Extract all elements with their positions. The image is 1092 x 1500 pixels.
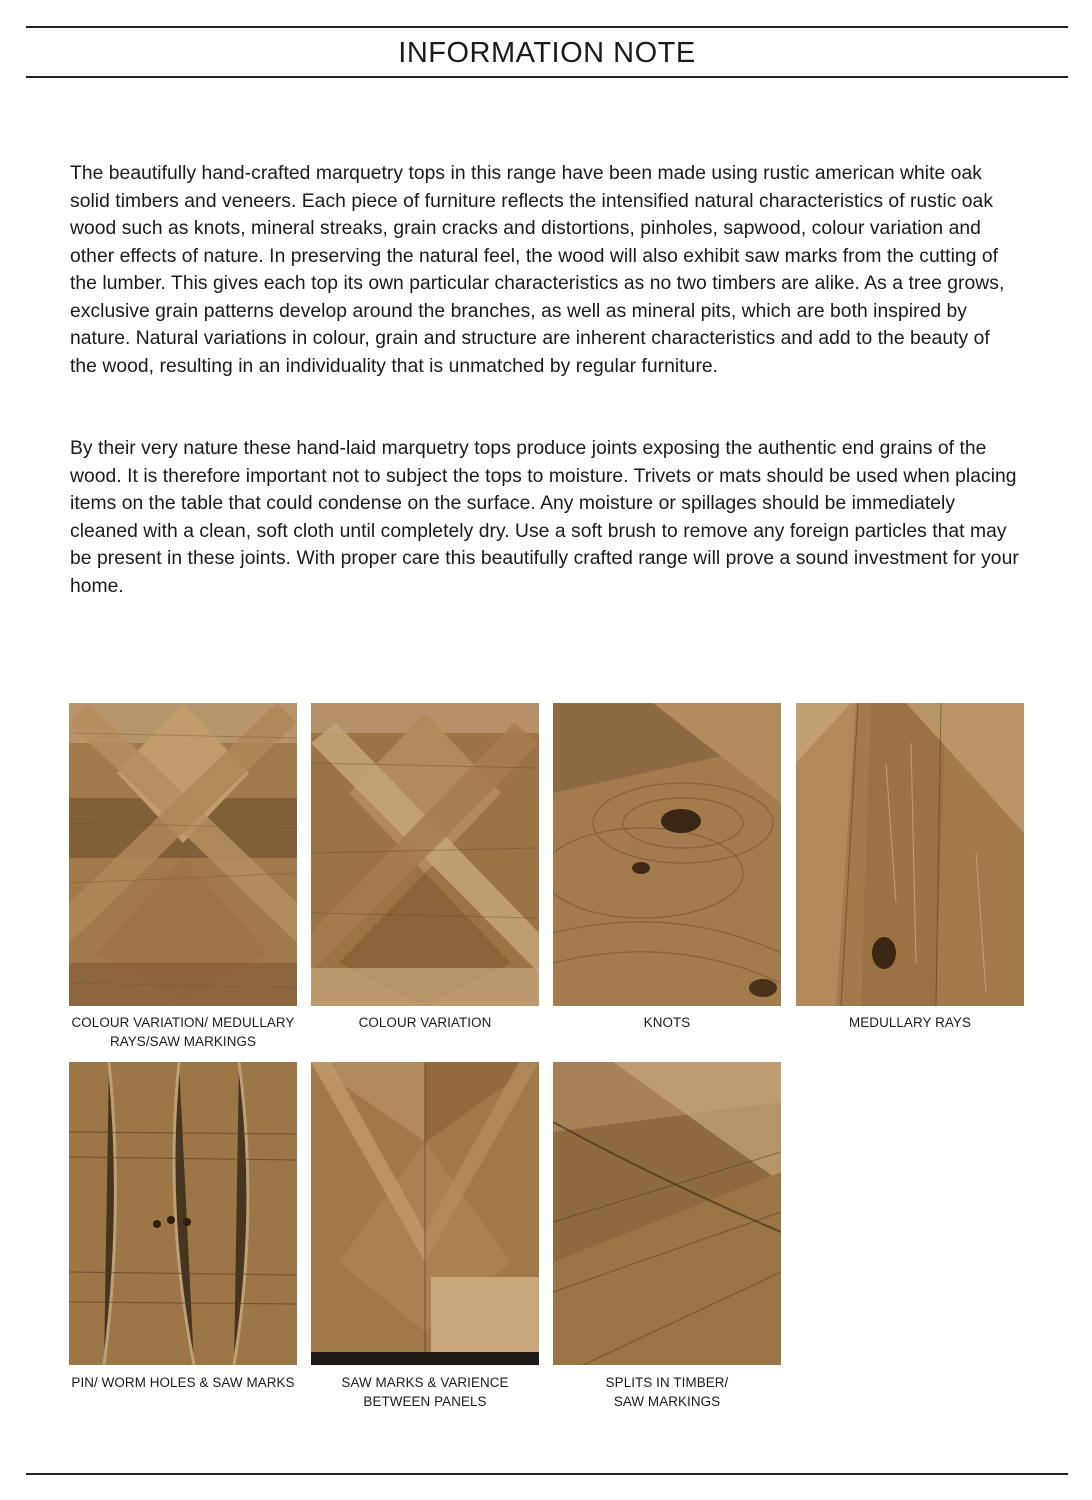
- wood-photo-splits-in-timber: [553, 1062, 781, 1365]
- wood-photo-saw-marks-variance: [311, 1062, 539, 1365]
- wood-photo-medullary-rays: [796, 703, 1024, 1006]
- caption-knots: KNOTS: [643, 1015, 691, 1030]
- caption-medullary-rays: MEDULLARY RAYS: [849, 1015, 971, 1030]
- caption-colour-variation-medullary: COLOUR VARIATION/ MEDULLARY RAYS/SAW MARKINGS: [71, 1015, 295, 1049]
- top-rule: [26, 26, 1068, 28]
- bottom-rule: [26, 1473, 1068, 1475]
- wood-photo-knots: [553, 703, 781, 1006]
- wood-photo-pin-worm-holes: [69, 1062, 297, 1365]
- care-paragraph: By their very nature these hand-laid marquetry tops produce joints exposing the authentic end grains of the wood. It is therefore important not to subject the tops to moisture. Trivets or mats should be used when placing items on the table that could condense on the surface. Any moisture or spillages should be immediately cleaned with a clean, soft cloth until completely dry. Use a soft brush to remove any foreign particles that may be present in these joints. With proper care this beautifully crafted range will prove a sound investment for your home.: [70, 438, 1019, 597]
- intro-paragraph: The beautifully hand-crafted marquetry tops in this range have been made using rustic american white oak solid timbers and veneers. Each piece of furniture reflects the intensified natural characteristics of rustic oak wood such as knots, mineral streaks, grain cracks and distortions, pinholes, sapwood, colour variation and other effects of nature. In preserving the natural feel, the wood will also exhibit saw marks from the cutting of the lumber. This gives each top its own particular characteristics as no two timbers are alike. As a tree grows, exclusive grain patterns develop around the branches, as well as mineral pits, which are both inspired by nature. Natural variations in colour, grain and structure are inherent characteristics and add to the beauty of the wood, resulting in an individuality that is unmatched by regular furniture.: [70, 163, 1005, 377]
- title-underline-rule: [26, 76, 1068, 78]
- page-title: INFORMATION NOTE: [398, 37, 696, 69]
- wood-photo-colour-variation-medullary: [69, 703, 297, 1006]
- caption-colour-variation: COLOUR VARIATION: [358, 1015, 492, 1030]
- caption-saw-marks-variance: SAW MARKS & VARIENCE BETWEEN PANELS: [341, 1375, 509, 1409]
- caption-splits-in-timber: SPLITS IN TIMBER/ SAW MARKINGS: [605, 1375, 729, 1409]
- wood-photo-colour-variation: [311, 703, 539, 1006]
- caption-pin-worm-holes: PIN/ WORM HOLES & SAW MARKS: [71, 1375, 295, 1390]
